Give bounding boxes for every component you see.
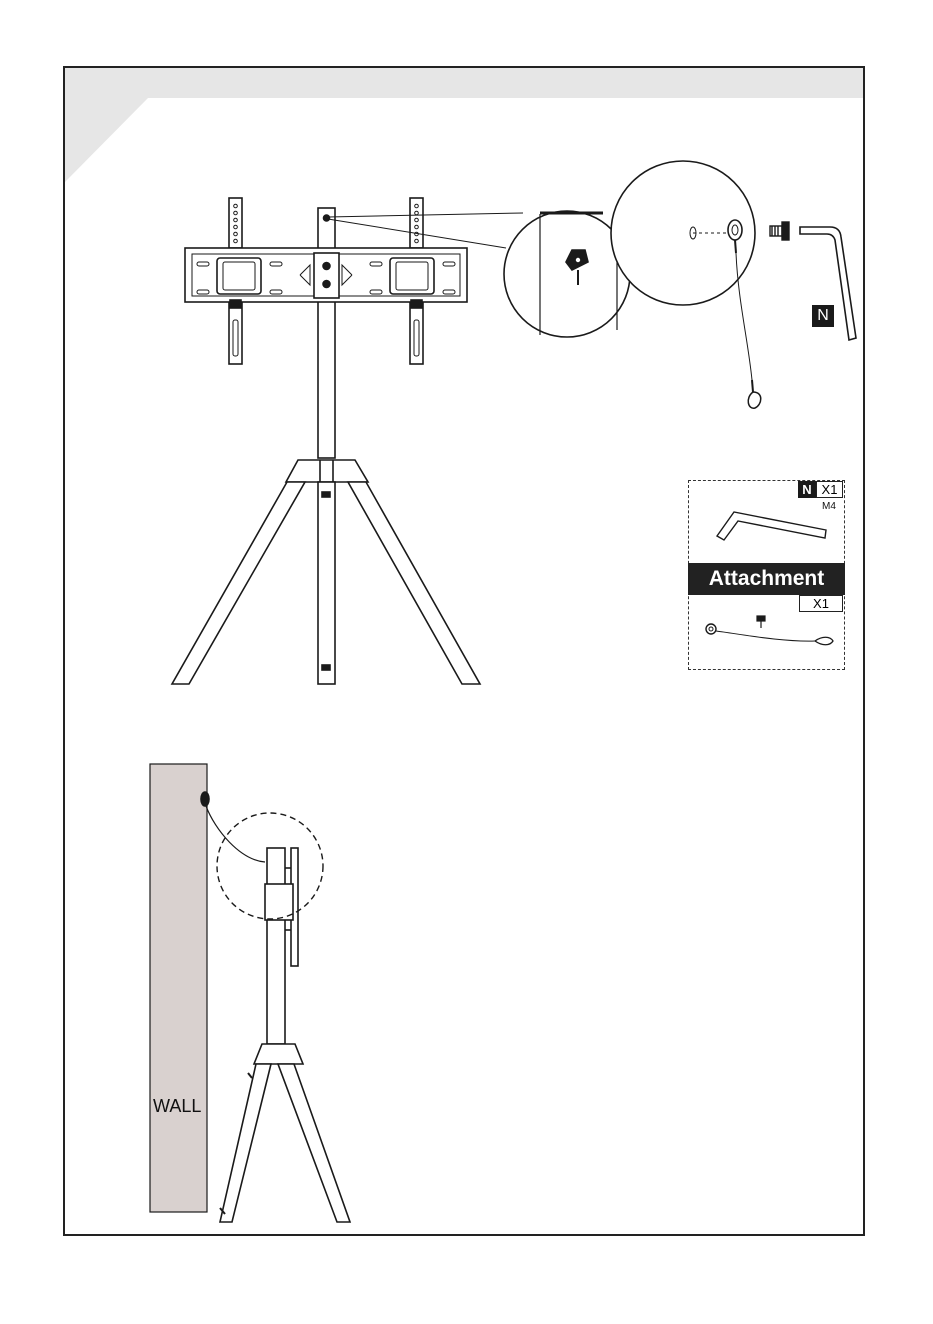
stand-front-view [172, 198, 480, 684]
kit-tool-key: N [798, 481, 816, 498]
tripod-right-leg [348, 482, 480, 684]
stand-pole [318, 208, 335, 458]
side-view-stand [201, 792, 350, 1222]
center-clamp [314, 253, 339, 298]
attachment-qty: X1 [799, 595, 843, 612]
kit-tool-size: M4 [822, 501, 836, 512]
tripod-rear-leg [318, 482, 335, 684]
left-arm-top [229, 198, 242, 248]
detail-circle-large [611, 161, 755, 305]
wall-block [150, 764, 207, 1212]
kit-tool-qty: X1 [816, 481, 843, 498]
key-n-label: N [812, 305, 834, 327]
wall-label: WALL [153, 1096, 202, 1116]
right-bracket [390, 258, 434, 294]
header-corner-wedge [65, 96, 150, 182]
detail-leader-lines [328, 213, 523, 248]
right-arm-top [410, 198, 423, 248]
cable-anchor-point [324, 215, 330, 221]
tripod-left-leg [172, 482, 305, 684]
attachment-title: Attachment [688, 563, 845, 595]
right-arm-bottom [410, 302, 423, 364]
screw-part [770, 222, 789, 240]
left-arm-bottom [229, 302, 242, 364]
tripod-head [286, 460, 368, 482]
left-bracket [217, 258, 261, 294]
